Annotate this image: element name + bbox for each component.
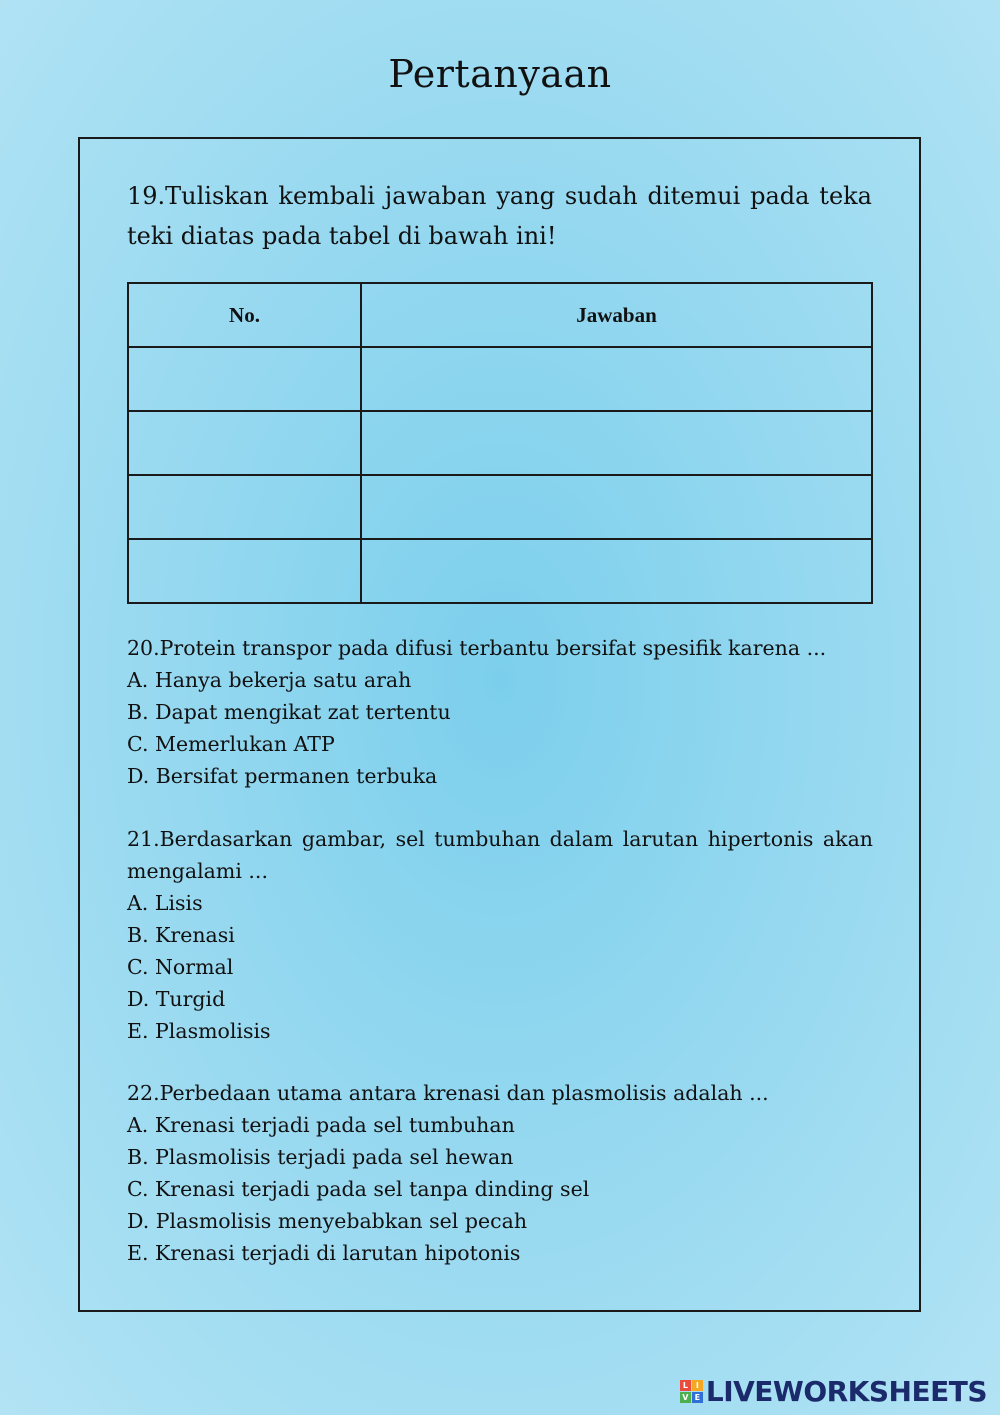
question-22 [127, 1077, 873, 1269]
brand-name: LIVEWORKSHEETS [705, 1374, 987, 1408]
header-jawaban: Jawaban [361, 283, 872, 347]
table-row [128, 411, 872, 475]
page-title: Pertanyaan [388, 52, 612, 96]
question-21 [127, 823, 873, 1047]
table-row [128, 347, 872, 411]
option-20-a[interactable]: A. Hanya bekerja satu arah [127, 668, 412, 692]
answer-no-cell[interactable] [128, 475, 361, 539]
liveworksheets-brand[interactable] [680, 1374, 987, 1408]
answer-table-header-row [128, 283, 872, 347]
option-20-c[interactable]: C. Memerlukan ATP [127, 732, 335, 756]
answer-no-cell[interactable] [128, 347, 361, 411]
answer-no-cell[interactable] [128, 411, 361, 475]
option-22-d[interactable]: D. Plasmolisis menyebabkan sel pecah [127, 1209, 528, 1233]
question-20-stem: 20.Protein transpor pada difusi terbantu bersifat spesifik karena ... [127, 636, 827, 660]
option-22-a[interactable]: A. Krenasi terjadi pada sel tumbuhan [127, 1113, 515, 1137]
logo-letter-e: E [692, 1392, 703, 1403]
option-21-e[interactable]: E. Plasmolisis [127, 1019, 271, 1043]
option-21-d[interactable]: D. Turgid [127, 987, 226, 1011]
option-21-b[interactable]: B. Krenasi [127, 923, 235, 947]
question-21-stem: 21.Berdasarkan gambar, sel tumbuhan dalam larutan hipertonis akan mengalami ... [127, 827, 873, 883]
logo-letter-i: I [692, 1380, 703, 1391]
logo-letter-l: L [680, 1380, 691, 1391]
answer-jawaban-cell[interactable] [361, 475, 872, 539]
question-19-text: 19.Tuliskan kembali jawaban yang sudah ditemui pada teka teki diatas pada tabel di bawah ini! [127, 182, 872, 250]
option-20-d[interactable]: D. Bersifat permanen terbuka [127, 764, 438, 788]
question-22-stem: 22.Perbedaan utama antara krenasi dan plasmolisis adalah ... [127, 1081, 769, 1105]
answer-jawaban-cell[interactable] [361, 347, 872, 411]
table-row [128, 475, 872, 539]
answer-no-cell[interactable] [128, 539, 361, 603]
option-21-c[interactable]: C. Normal [127, 955, 234, 979]
option-20-b[interactable]: B. Dapat mengikat zat tertentu [127, 700, 451, 724]
option-22-c[interactable]: C. Krenasi terjadi pada sel tanpa dinding sel [127, 1177, 590, 1201]
liveworksheets-logo-icon [680, 1380, 703, 1403]
option-22-b[interactable]: B. Plasmolisis terjadi pada sel hewan [127, 1145, 514, 1169]
option-22-e[interactable]: E. Krenasi terjadi di larutan hipotonis [127, 1241, 521, 1265]
answer-jawaban-cell[interactable] [361, 539, 872, 603]
answer-jawaban-cell[interactable] [361, 411, 872, 475]
answer-table [127, 282, 873, 604]
logo-letter-v: V [680, 1392, 691, 1403]
option-21-a[interactable]: A. Lisis [127, 891, 203, 915]
header-no: No. [128, 283, 361, 347]
table-row [128, 539, 872, 603]
question-20 [127, 632, 873, 792]
